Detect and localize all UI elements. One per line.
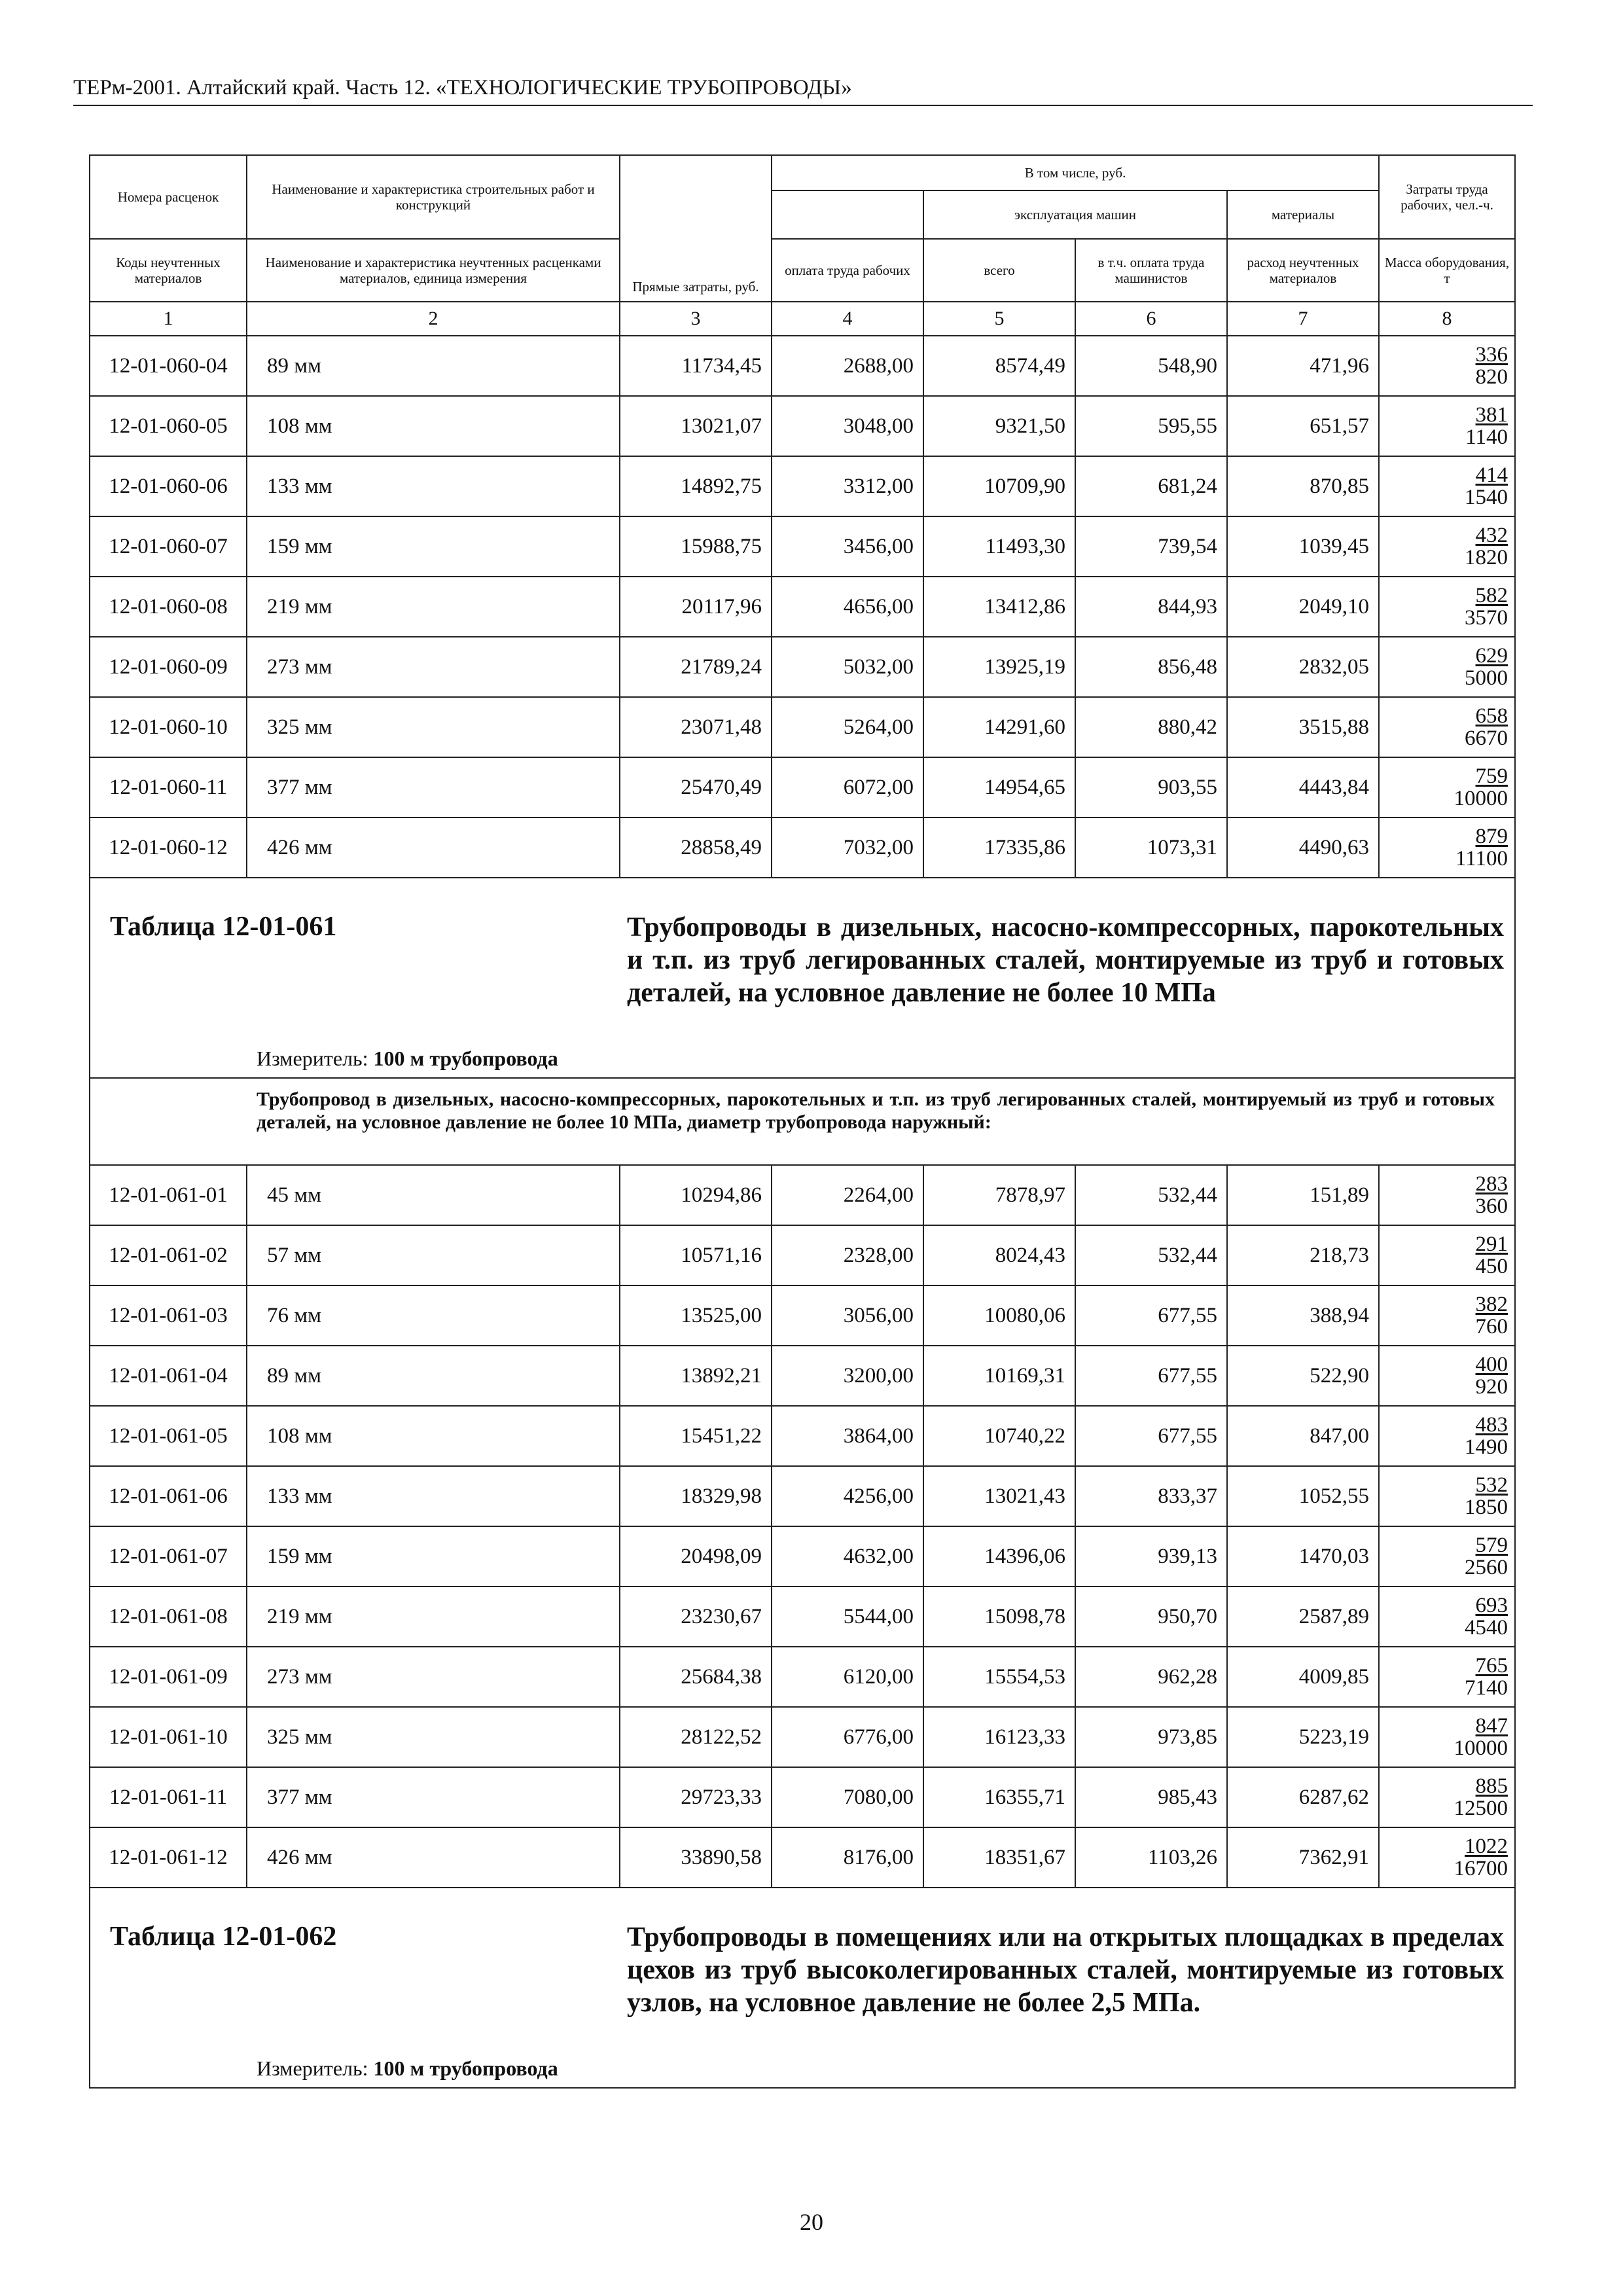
table-row: [90, 1225, 1515, 1285]
header-row-3: [90, 239, 1515, 302]
labor-pay: 3456,00: [772, 516, 923, 577]
direct-costs: 28122,52: [620, 1707, 772, 1767]
machinists-pay: 548,90: [1075, 336, 1227, 396]
materials-cost: 847,00: [1227, 1406, 1379, 1466]
labor-hours: 582: [1475, 584, 1508, 607]
direct-costs: 11734,45: [620, 336, 772, 396]
labor-pay: 2688,00: [772, 336, 923, 396]
header-row-1: [90, 155, 1515, 190]
labor-pay: 5032,00: [772, 637, 923, 697]
page-header: ТЕРм-2001. Алтайский край. Часть 12. «ТЕХНОЛОГИЧЕСКИЕ ТРУБОПРОВОДЫ»: [73, 75, 1533, 106]
materials-cost: 388,94: [1227, 1285, 1379, 1346]
machinists-pay: 532,44: [1075, 1165, 1227, 1225]
machines-total: 8574,49: [923, 336, 1075, 396]
labor-and-mass: [1379, 1587, 1515, 1647]
materials-cost: 2049,10: [1227, 577, 1379, 637]
labor-and-mass: [1379, 1165, 1515, 1225]
table-row: [90, 1587, 1515, 1647]
table-row: [90, 1165, 1515, 1225]
machines-total: 13021,43: [923, 1466, 1075, 1526]
machines-total: 10080,06: [923, 1285, 1075, 1346]
col-unaccounted-names: Наименование и характеристика неучтенных расценками материалов, единица измерения: [247, 239, 620, 302]
machines-total: 16123,33: [923, 1707, 1075, 1767]
labor-and-mass: [1379, 577, 1515, 637]
work-name: 219 мм: [247, 1587, 620, 1647]
work-name: 377 мм: [247, 757, 620, 817]
table-title-row: [90, 878, 1515, 1078]
direct-costs: 18329,98: [620, 1466, 772, 1526]
work-name: 273 мм: [247, 637, 620, 697]
labor-hours: 291: [1475, 1232, 1508, 1256]
materials-cost: 151,89: [1227, 1165, 1379, 1225]
table-row: [90, 1707, 1515, 1767]
labor-hours: 658: [1475, 704, 1508, 728]
direct-costs: 13892,21: [620, 1346, 772, 1406]
direct-costs: 28858,49: [620, 817, 772, 878]
equipment-mass: 12500: [1454, 1797, 1508, 1820]
equipment-mass: 7140: [1465, 1676, 1508, 1700]
machinists-pay: 973,85: [1075, 1707, 1227, 1767]
labor-hours: 759: [1475, 764, 1508, 788]
rate-code: 12-01-061-07: [90, 1526, 247, 1587]
labor-and-mass: [1379, 336, 1515, 396]
direct-costs: 15451,22: [620, 1406, 772, 1466]
col-number: 8: [1379, 302, 1515, 336]
rate-code: 12-01-061-09: [90, 1647, 247, 1707]
col-machines-labor: в т.ч. оплата труда машинистов: [1075, 239, 1227, 302]
machines-total: 11493,30: [923, 516, 1075, 577]
direct-costs: 20498,09: [620, 1526, 772, 1587]
table-meter: [257, 2056, 558, 2081]
meter-value: 100 м трубопровода: [373, 1047, 558, 1070]
col-number: 2: [247, 302, 620, 336]
machines-total: 10709,90: [923, 456, 1075, 516]
rates-table: [89, 154, 1516, 2089]
materials-cost: 4009,85: [1227, 1647, 1379, 1707]
labor-hours: 885: [1475, 1774, 1508, 1798]
labor-pay: 3048,00: [772, 396, 923, 456]
machinists-pay: 1103,26: [1075, 1827, 1227, 1888]
equipment-mass: 10000: [1454, 787, 1508, 810]
col-number: 5: [923, 302, 1075, 336]
machinists-pay: 903,55: [1075, 757, 1227, 817]
rate-code: 12-01-060-05: [90, 396, 247, 456]
work-name: 325 мм: [247, 1707, 620, 1767]
materials-cost: 6287,62: [1227, 1767, 1379, 1827]
col-direct-costs: Прямые затраты, руб.: [620, 155, 772, 302]
equipment-mass: 1820: [1465, 546, 1508, 569]
table-row: [90, 577, 1515, 637]
direct-costs: 13525,00: [620, 1285, 772, 1346]
table-title-row: [90, 1888, 1515, 2088]
materials-cost: 2832,05: [1227, 637, 1379, 697]
direct-costs: 10294,86: [620, 1165, 772, 1225]
equipment-mass: 1490: [1465, 1435, 1508, 1459]
rate-code: 12-01-060-08: [90, 577, 247, 637]
direct-costs: 14892,75: [620, 456, 772, 516]
table-row: [90, 396, 1515, 456]
table-row: [90, 637, 1515, 697]
labor-and-mass: [1379, 1526, 1515, 1587]
labor-and-mass: [1379, 1647, 1515, 1707]
labor-and-mass: [1379, 396, 1515, 456]
equipment-mass: 820: [1475, 365, 1508, 389]
col-materials: материалы: [1227, 190, 1379, 239]
work-name: 325 мм: [247, 697, 620, 757]
machinists-pay: 833,37: [1075, 1466, 1227, 1526]
equipment-mass: 920: [1475, 1375, 1508, 1399]
col-labor-costs: Затраты труда рабочих, чел.-ч.: [1379, 155, 1515, 239]
machinists-pay: 681,24: [1075, 456, 1227, 516]
equipment-mass: 1850: [1465, 1496, 1508, 1519]
table-row: [90, 817, 1515, 878]
materials-cost: 4490,63: [1227, 817, 1379, 878]
page-number: 20: [800, 2209, 823, 2235]
rate-code: 12-01-061-02: [90, 1225, 247, 1285]
rate-code: 12-01-061-11: [90, 1767, 247, 1827]
materials-cost: 3515,88: [1227, 697, 1379, 757]
direct-costs: 33890,58: [620, 1827, 772, 1888]
labor-hours: 693: [1475, 1594, 1508, 1617]
labor-hours: 400: [1475, 1353, 1508, 1376]
meter-value: 100 м трубопровода: [373, 2056, 558, 2080]
rate-code: 12-01-060-10: [90, 697, 247, 757]
labor-pay: 6776,00: [772, 1707, 923, 1767]
table-row: [90, 1466, 1515, 1526]
materials-cost: 5223,19: [1227, 1707, 1379, 1767]
labor-and-mass: [1379, 1225, 1515, 1285]
work-name: 426 мм: [247, 817, 620, 878]
work-name: 426 мм: [247, 1827, 620, 1888]
materials-cost: 870,85: [1227, 456, 1379, 516]
col-number: 3: [620, 302, 772, 336]
machinists-pay: 939,13: [1075, 1526, 1227, 1587]
labor-hours: 847: [1475, 1714, 1508, 1738]
col-machines-total: всего: [923, 239, 1075, 302]
direct-costs: 13021,07: [620, 396, 772, 456]
table-meter: [257, 1047, 558, 1071]
labor-pay: 6072,00: [772, 757, 923, 817]
machinists-pay: 950,70: [1075, 1587, 1227, 1647]
machines-total: 8024,43: [923, 1225, 1075, 1285]
work-name: 76 мм: [247, 1285, 620, 1346]
table-row: [90, 1827, 1515, 1888]
col-number: 1: [90, 302, 247, 336]
meter-label: Измеритель:: [257, 1047, 368, 1070]
rate-code: 12-01-061-01: [90, 1165, 247, 1225]
materials-cost: 7362,91: [1227, 1827, 1379, 1888]
table-subtitle: Трубопровод в дизельных, насосно-компрессорных, парокотельных и т.п. из труб легированных сталей, монтируемый из труб и готовых деталей, на условное давление не более 10 МПа, диаметр трубопровода наружный:: [90, 1078, 1515, 1165]
equipment-mass: 10000: [1454, 1736, 1508, 1760]
table-row: [90, 1647, 1515, 1707]
machines-total: 10169,31: [923, 1346, 1075, 1406]
work-name: 273 мм: [247, 1647, 620, 1707]
direct-costs: 21789,24: [620, 637, 772, 697]
labor-hours: 532: [1475, 1473, 1508, 1497]
labor-pay: 7080,00: [772, 1767, 923, 1827]
machinists-pay: 856,48: [1075, 637, 1227, 697]
labor-hours: 765: [1475, 1654, 1508, 1677]
table-row: [90, 1406, 1515, 1466]
labor-pay: 5264,00: [772, 697, 923, 757]
machinists-pay: 985,43: [1075, 1767, 1227, 1827]
machines-total: 15098,78: [923, 1587, 1075, 1647]
table-row: [90, 1346, 1515, 1406]
labor-and-mass: [1379, 1827, 1515, 1888]
direct-costs: 10571,16: [620, 1225, 772, 1285]
rate-code: 12-01-061-03: [90, 1285, 247, 1346]
materials-cost: 4443,84: [1227, 757, 1379, 817]
equipment-mass: 1540: [1465, 486, 1508, 509]
table-title-cell: [90, 878, 1515, 1078]
table-row: [90, 516, 1515, 577]
labor-and-mass: [1379, 1466, 1515, 1526]
labor-and-mass: [1379, 1707, 1515, 1767]
rates-document: [89, 154, 1514, 2089]
col-rate-numbers: Номера расценок: [90, 155, 247, 239]
machines-total: 16355,71: [923, 1767, 1075, 1827]
col-unaccounted-codes: Коды неучтенных материалов: [90, 239, 247, 302]
labor-hours: 336: [1475, 343, 1508, 367]
direct-costs: 20117,96: [620, 577, 772, 637]
machinists-pay: 1073,31: [1075, 817, 1227, 878]
machinists-pay: 532,44: [1075, 1225, 1227, 1285]
machines-total: 18351,67: [923, 1827, 1075, 1888]
equipment-mass: 6670: [1465, 726, 1508, 750]
rate-code: 12-01-061-06: [90, 1466, 247, 1526]
equipment-mass: 450: [1475, 1255, 1508, 1278]
materials-cost: 1052,55: [1227, 1466, 1379, 1526]
col-materials-unaccounted: расход неучтенных материалов: [1227, 239, 1379, 302]
work-name: 219 мм: [247, 577, 620, 637]
column-numbers-row: [90, 302, 1515, 336]
equipment-mass: 2560: [1465, 1556, 1508, 1579]
labor-and-mass: [1379, 1767, 1515, 1827]
rate-code: 12-01-061-10: [90, 1707, 247, 1767]
work-name: 45 мм: [247, 1165, 620, 1225]
labor-pay: 2328,00: [772, 1225, 923, 1285]
machinists-pay: 677,55: [1075, 1285, 1227, 1346]
rate-code: 12-01-061-05: [90, 1406, 247, 1466]
machines-total: 14954,65: [923, 757, 1075, 817]
rate-code: 12-01-060-11: [90, 757, 247, 817]
machinists-pay: 739,54: [1075, 516, 1227, 577]
materials-cost: 651,57: [1227, 396, 1379, 456]
col-number: 4: [772, 302, 923, 336]
work-name: 57 мм: [247, 1225, 620, 1285]
table-label: Таблица 12-01-061: [110, 912, 337, 942]
table-row: [90, 757, 1515, 817]
machinists-pay: 962,28: [1075, 1647, 1227, 1707]
direct-costs: 15988,75: [620, 516, 772, 577]
machinists-pay: 595,55: [1075, 396, 1227, 456]
work-name: 89 мм: [247, 1346, 620, 1406]
labor-hours: 432: [1475, 524, 1508, 547]
table-row: [90, 1285, 1515, 1346]
work-name: 133 мм: [247, 456, 620, 516]
rate-code: 12-01-060-12: [90, 817, 247, 878]
col-equipment-mass: Масса оборудования, т: [1379, 239, 1515, 302]
rate-code: 12-01-060-07: [90, 516, 247, 577]
labor-pay: 2264,00: [772, 1165, 923, 1225]
labor-pay: 3056,00: [772, 1285, 923, 1346]
work-name: 133 мм: [247, 1466, 620, 1526]
labor-pay: 4256,00: [772, 1466, 923, 1526]
table-title: Трубопроводы в дизельных, насосно-компрессорных, парокотельных и т.п. из труб легированных сталей, монтируемые из труб и готовых деталей, на условное давление не более 10 МПа: [627, 912, 1504, 1008]
rate-code: 12-01-061-04: [90, 1346, 247, 1406]
equipment-mass: 360: [1475, 1194, 1508, 1218]
col-including: В том числе, руб.: [772, 155, 1379, 190]
machines-total: 13412,86: [923, 577, 1075, 637]
labor-hours: 629: [1475, 644, 1508, 668]
work-name: 159 мм: [247, 516, 620, 577]
work-name: 108 мм: [247, 396, 620, 456]
table-row: [90, 1767, 1515, 1827]
machines-total: 9321,50: [923, 396, 1075, 456]
materials-cost: 522,90: [1227, 1346, 1379, 1406]
rate-code: 12-01-060-06: [90, 456, 247, 516]
labor-and-mass: [1379, 697, 1515, 757]
labor-and-mass: [1379, 1346, 1515, 1406]
work-name: 108 мм: [247, 1406, 620, 1466]
equipment-mass: 16700: [1454, 1857, 1508, 1880]
machines-total: 14396,06: [923, 1526, 1075, 1587]
table-title: Трубопроводы в помещениях или на открытых площадках в пределах цехов из труб высоколегированных сталей, монтируемые из готовых узлов, на условное давление не более 2,5 МПа.: [627, 1922, 1504, 2018]
machines-total: 10740,22: [923, 1406, 1075, 1466]
direct-costs: 25470,49: [620, 757, 772, 817]
labor-pay: 8176,00: [772, 1827, 923, 1888]
direct-costs: 29723,33: [620, 1767, 772, 1827]
materials-cost: 2587,89: [1227, 1587, 1379, 1647]
labor-and-mass: [1379, 516, 1515, 577]
table-title-cell: [90, 1888, 1515, 2088]
table-label: Таблица 12-01-062: [110, 1922, 337, 1952]
materials-cost: 218,73: [1227, 1225, 1379, 1285]
labor-hours: 382: [1475, 1293, 1508, 1316]
labor-hours: 879: [1475, 825, 1508, 848]
labor-and-mass: [1379, 1406, 1515, 1466]
machines-total: 13925,19: [923, 637, 1075, 697]
materials-cost: 1470,03: [1227, 1526, 1379, 1587]
machinists-pay: 677,55: [1075, 1346, 1227, 1406]
col-number: 6: [1075, 302, 1227, 336]
labor-pay: 3200,00: [772, 1346, 923, 1406]
table-subtitle-row: [90, 1078, 1515, 1165]
labor-hours: 1022: [1465, 1835, 1508, 1858]
machinists-pay: 880,42: [1075, 697, 1227, 757]
machinists-pay: 844,93: [1075, 577, 1227, 637]
equipment-mass: 760: [1475, 1315, 1508, 1338]
labor-pay: 3312,00: [772, 456, 923, 516]
equipment-mass: 3570: [1465, 606, 1508, 630]
col-labor-pay: оплата труда рабочих: [772, 239, 923, 302]
labor-hours: 283: [1475, 1172, 1508, 1196]
machines-total: 17335,86: [923, 817, 1075, 878]
labor-and-mass: [1379, 456, 1515, 516]
labor-hours: 483: [1475, 1413, 1508, 1437]
equipment-mass: 1140: [1465, 425, 1508, 449]
materials-cost: 1039,45: [1227, 516, 1379, 577]
labor-pay: 6120,00: [772, 1647, 923, 1707]
rate-code: 12-01-061-12: [90, 1827, 247, 1888]
direct-costs: 23071,48: [620, 697, 772, 757]
labor-pay: 5544,00: [772, 1587, 923, 1647]
col-number: 7: [1227, 302, 1379, 336]
equipment-mass: 4540: [1465, 1616, 1508, 1640]
meter-label: Измеритель:: [257, 2056, 368, 2080]
table-row: [90, 1526, 1515, 1587]
labor-pay: 7032,00: [772, 817, 923, 878]
labor-hours: 414: [1475, 463, 1508, 487]
rate-code: 12-01-060-04: [90, 336, 247, 396]
materials-cost: 471,96: [1227, 336, 1379, 396]
labor-hours: 579: [1475, 1534, 1508, 1557]
direct-costs: 25684,38: [620, 1647, 772, 1707]
table-row: [90, 456, 1515, 516]
work-name: 159 мм: [247, 1526, 620, 1587]
machines-total: 14291,60: [923, 697, 1075, 757]
labor-and-mass: [1379, 817, 1515, 878]
rate-code: 12-01-061-08: [90, 1587, 247, 1647]
table-row: [90, 336, 1515, 396]
machines-total: 15554,53: [923, 1647, 1075, 1707]
rate-code: 12-01-060-09: [90, 637, 247, 697]
col-machines: эксплуатация машин: [923, 190, 1227, 239]
table-row: [90, 697, 1515, 757]
machinists-pay: 677,55: [1075, 1406, 1227, 1466]
work-name: 377 мм: [247, 1767, 620, 1827]
labor-and-mass: [1379, 757, 1515, 817]
direct-costs: 23230,67: [620, 1587, 772, 1647]
work-name: 89 мм: [247, 336, 620, 396]
labor-and-mass: [1379, 1285, 1515, 1346]
labor-and-mass: [1379, 637, 1515, 697]
equipment-mass: 5000: [1465, 666, 1508, 690]
col-work-name: Наименование и характеристика строительных работ и конструкций: [247, 155, 620, 239]
labor-hours: 381: [1475, 403, 1508, 427]
labor-pay: 3864,00: [772, 1406, 923, 1466]
labor-pay: 4632,00: [772, 1526, 923, 1587]
equipment-mass: 11100: [1455, 847, 1508, 870]
machines-total: 7878,97: [923, 1165, 1075, 1225]
labor-pay: 4656,00: [772, 577, 923, 637]
